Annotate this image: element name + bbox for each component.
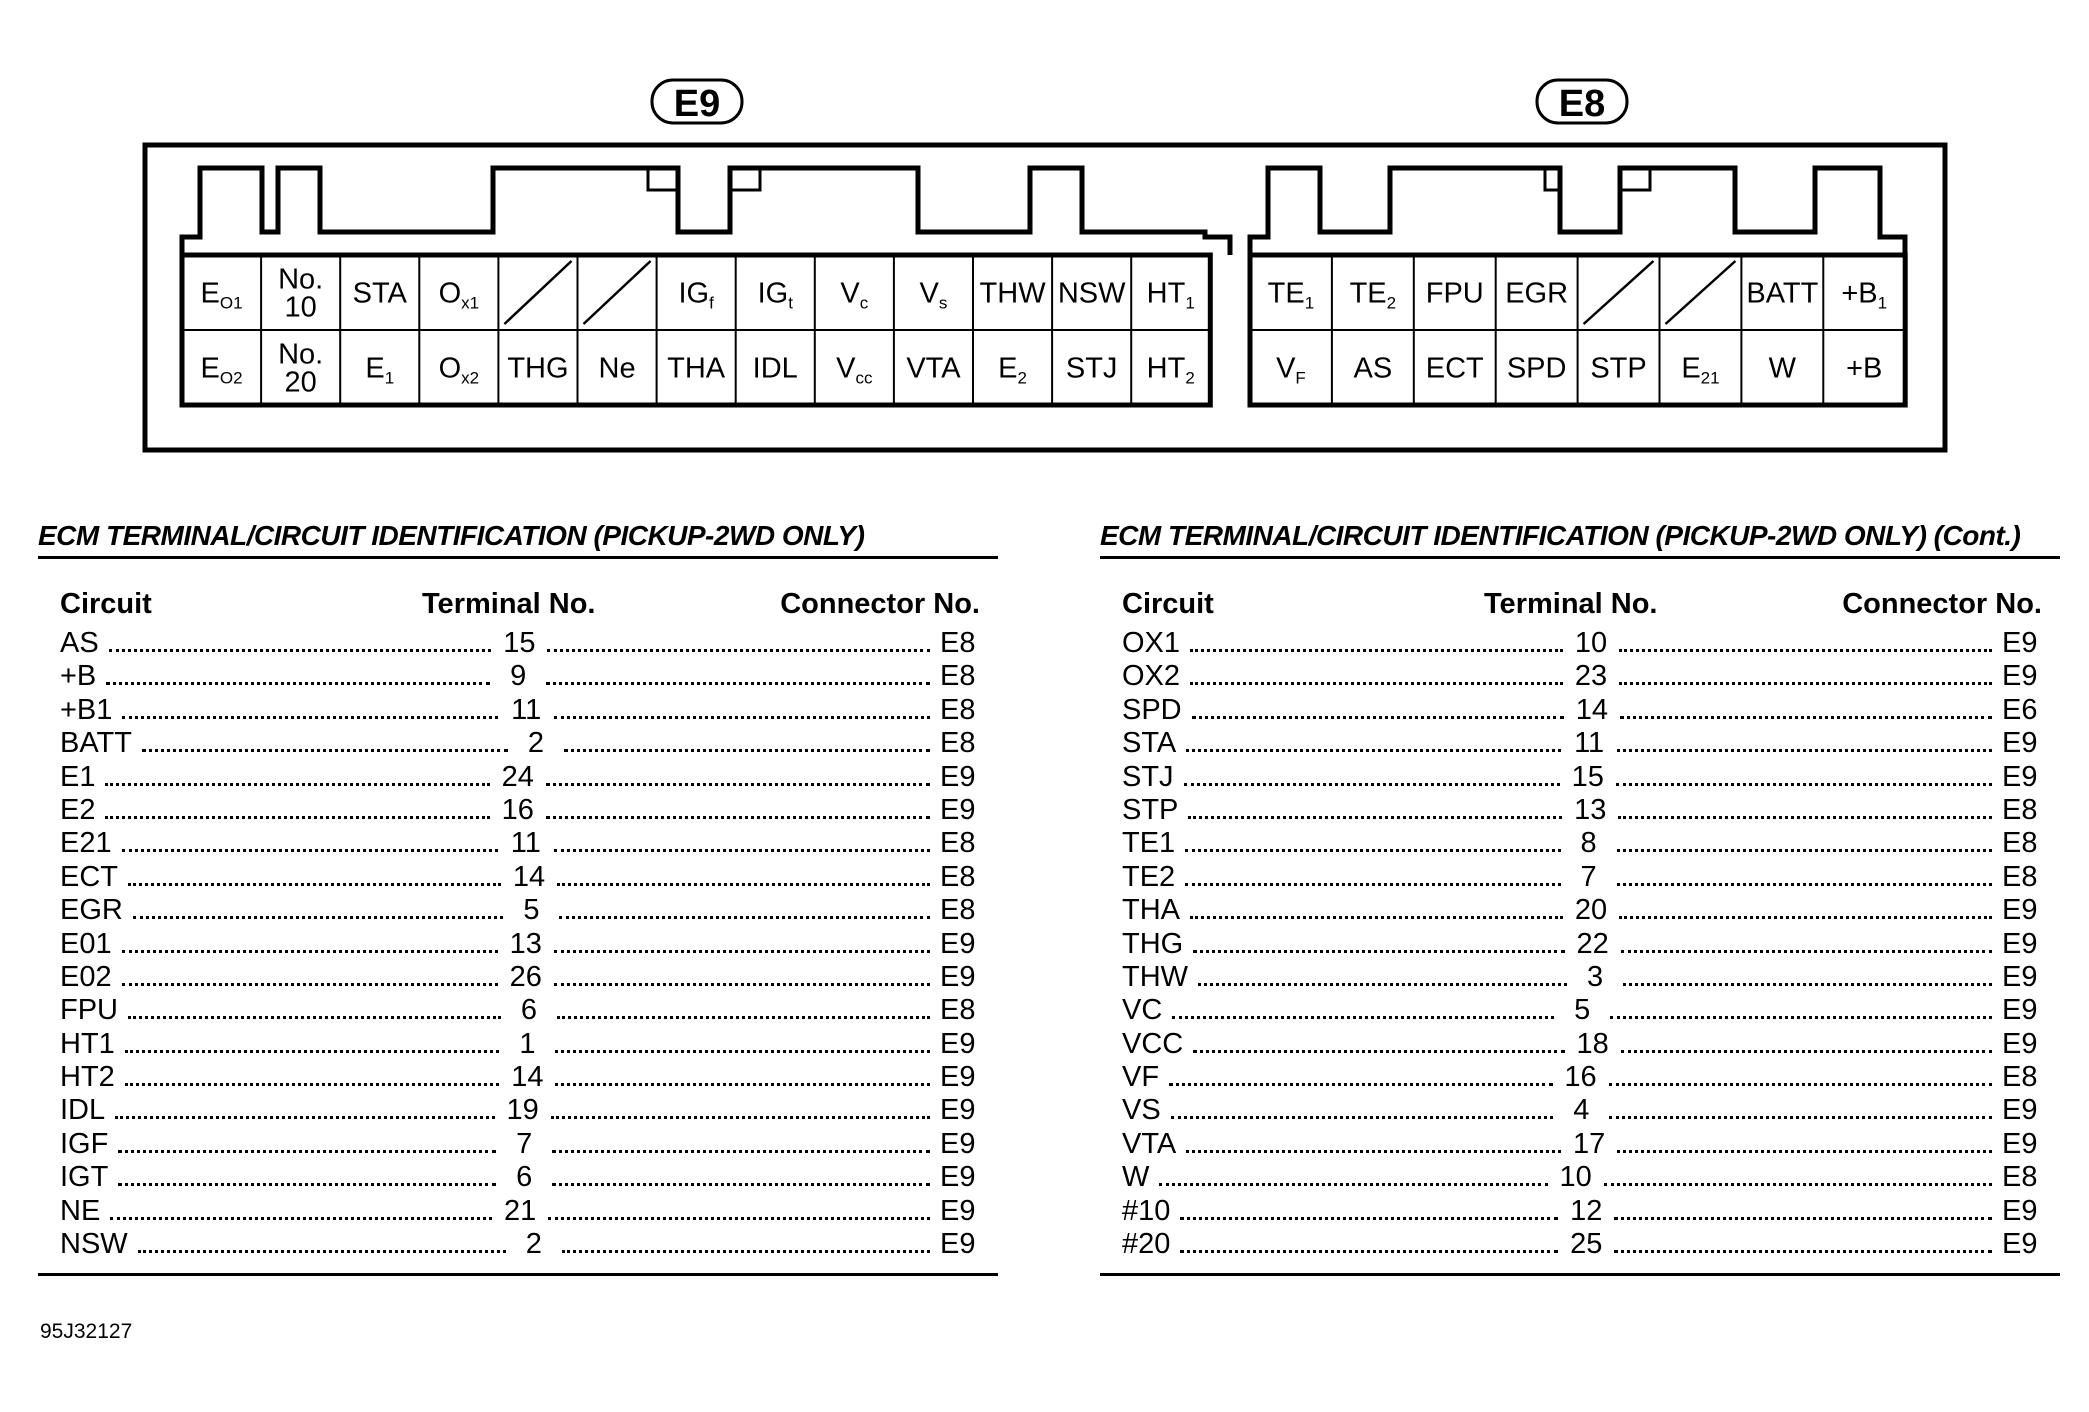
table-row <box>38 1161 998 1194</box>
dot-leader <box>1186 1150 1561 1153</box>
circuit-name: STA <box>1122 727 1177 760</box>
dot-leader <box>546 816 930 819</box>
connector-number: E8 <box>940 827 976 860</box>
circuit-name: #20 <box>1122 1228 1171 1261</box>
table-row <box>1100 1195 2060 1228</box>
e8-terminal-grid <box>1250 255 1905 405</box>
circuit-name: IGF <box>60 1127 109 1160</box>
e9-terminal-label: THA <box>667 352 726 385</box>
dot-leader <box>118 1183 496 1186</box>
connector-number: E8 <box>2002 860 2038 893</box>
dot-leader <box>1172 1016 1554 1019</box>
e9-connector-housing <box>182 168 1230 255</box>
connector-number: E9 <box>2002 894 2038 927</box>
e9-terminal-label: STJ <box>1065 352 1118 385</box>
connector-number: E9 <box>940 1027 976 1060</box>
terminal-number: 11 <box>1574 727 1605 760</box>
table-row <box>1100 1228 2060 1261</box>
dot-leader <box>1620 716 1992 719</box>
terminal-number: 7 <box>1580 860 1597 893</box>
dot-leader <box>554 950 930 953</box>
circuit-name: +B <box>60 660 97 693</box>
circuit-name: THG <box>1122 927 1184 960</box>
e9-terminal-label: $V_{cc}$ <box>836 352 873 388</box>
circuit-name: OX2 <box>1122 660 1181 693</box>
circuit-name: SPD <box>1122 693 1182 726</box>
table-rows <box>1100 627 2060 1261</box>
circuit-name: VCC <box>1122 1027 1184 1060</box>
connector-number: E8 <box>940 994 976 1027</box>
circuit-name: NSW <box>60 1228 128 1261</box>
table-row <box>1100 1094 2060 1127</box>
table-row <box>38 761 998 794</box>
e9-terminal-label: 20 <box>284 366 317 399</box>
header-terminal: Terminal No. <box>1484 588 1658 620</box>
terminal-number: 16 <box>501 793 534 826</box>
connector-number: E9 <box>2002 760 2038 793</box>
dot-leader <box>109 649 492 652</box>
dot-leader <box>1193 950 1564 953</box>
header-connector: Connector No. <box>1842 588 2042 620</box>
dot-leader <box>110 1217 492 1220</box>
table-row <box>1100 827 2060 860</box>
e9-terminal-label: No. <box>278 263 324 296</box>
dot-leader <box>557 883 930 886</box>
dot-leader <box>1617 849 1992 852</box>
dot-leader <box>125 1083 500 1086</box>
terminal-number: 21 <box>504 1194 537 1227</box>
connector-number: E9 <box>2002 1127 2038 1160</box>
e8-badge-label: E8 <box>1558 83 1606 125</box>
terminal-number: 8 <box>1580 827 1597 860</box>
dot-leader <box>1190 682 1563 685</box>
connector-number: E9 <box>2002 927 2038 960</box>
terminal-number: 24 <box>501 760 534 793</box>
e9-terminal-label: $E_1$ <box>365 352 395 388</box>
terminal-number: 5 <box>1574 994 1591 1027</box>
dot-leader <box>552 1150 930 1153</box>
table-row <box>1100 761 2060 794</box>
dot-leader <box>1185 849 1560 852</box>
circuit-name: TE2 <box>1122 860 1176 893</box>
terminal-number: 14 <box>1575 693 1608 726</box>
table-row <box>38 827 998 860</box>
dot-leader <box>1185 883 1560 886</box>
circuit-name: STP <box>1122 793 1179 826</box>
circuit-name: E2 <box>60 793 96 826</box>
dot-leader <box>555 1083 930 1086</box>
e9-terminal-label: STA <box>352 277 407 310</box>
e8-terminal-label: ECT <box>1425 352 1484 385</box>
e9-terminal-grid <box>182 255 1210 405</box>
dot-leader <box>105 783 489 786</box>
terminal-number: 15 <box>1571 760 1604 793</box>
dot-leader <box>1616 783 1992 786</box>
terminal-number: 4 <box>1573 1094 1590 1127</box>
e8-terminal-label: $TE_1$ <box>1267 277 1315 313</box>
e9-terminal-label: $E_2$ <box>998 352 1027 388</box>
dot-leader <box>547 649 930 652</box>
e9-terminal-label: $E_{O1}$ <box>200 277 243 313</box>
terminal-number: 6 <box>520 994 538 1027</box>
dot-leader <box>1609 1116 1992 1119</box>
table-row <box>38 794 998 827</box>
e8-terminal-label: +B <box>1846 352 1883 385</box>
e8-terminal-label: EGR <box>1505 277 1569 310</box>
dot-leader <box>1604 1183 1992 1186</box>
terminal-number: 11 <box>511 693 542 726</box>
dot-leader <box>564 749 930 752</box>
dot-leader <box>122 849 498 852</box>
terminal-number: 22 <box>1576 927 1609 960</box>
table-title: ECM TERMINAL/CIRCUIT IDENTIFICATION (PICKUP-2WD ONLY) (Cont.) <box>1100 520 2060 559</box>
dot-leader <box>128 883 501 886</box>
circuit-name: +B1 <box>60 693 113 726</box>
circuit-name: VC <box>1122 994 1163 1027</box>
e9-terminal-label: $O_{x1}$ <box>438 277 480 313</box>
header-circuit: Circuit <box>1122 588 1214 620</box>
dot-leader <box>1619 916 1992 919</box>
dot-leader <box>554 716 930 719</box>
dot-leader <box>1617 1150 1992 1153</box>
table-rows <box>38 627 998 1261</box>
e9-connector-badge <box>652 80 742 125</box>
dot-leader <box>1190 649 1563 652</box>
connector-number: E8 <box>940 727 976 760</box>
table-row <box>1100 1161 2060 1194</box>
terminal-number: 12 <box>1570 1194 1603 1227</box>
terminal-number: 10 <box>1559 1161 1592 1194</box>
dot-leader <box>1609 1083 1992 1086</box>
dot-leader <box>1159 1183 1547 1186</box>
circuit-name: THA <box>1122 894 1180 927</box>
table-row <box>38 660 998 693</box>
table-row <box>38 1228 998 1261</box>
dot-leader <box>1617 749 1992 752</box>
e9-key-notch <box>730 168 760 190</box>
connector-number: E9 <box>940 927 976 960</box>
terminal-number: 16 <box>1564 1061 1597 1094</box>
dot-leader <box>105 816 489 819</box>
circuit-name: VTA <box>1122 1127 1177 1160</box>
circuit-name: OX1 <box>1122 627 1181 659</box>
dot-leader <box>118 1150 496 1153</box>
circuit-name: TE1 <box>1122 827 1176 860</box>
dot-leader <box>546 783 930 786</box>
e9-terminal-label: THG <box>507 352 569 385</box>
dot-leader <box>1610 1016 1992 1019</box>
terminal-number: 15 <box>503 627 536 659</box>
table-row <box>38 1061 998 1094</box>
connector-number: E9 <box>940 1161 976 1194</box>
connector-number: E8 <box>940 660 976 693</box>
table-row <box>1100 627 2060 660</box>
table-row <box>38 1128 998 1161</box>
e8-terminal-label: $V_F$ <box>1276 352 1306 388</box>
connector-number: E9 <box>2002 727 2038 760</box>
circuit-name: E21 <box>60 827 112 860</box>
dot-leader <box>1614 1250 1992 1253</box>
table-header <box>1100 581 2060 621</box>
dot-leader <box>1184 783 1560 786</box>
table-row <box>38 727 998 760</box>
connector-number: E9 <box>2002 1027 2038 1060</box>
dot-leader <box>106 682 490 685</box>
e8-terminal-label: SPD <box>1506 352 1567 385</box>
circuit-name: STJ <box>1122 760 1174 793</box>
dot-leader <box>128 1016 501 1019</box>
e9-terminal-label: THW <box>979 277 1046 310</box>
dot-leader <box>1621 1050 1992 1053</box>
connector-number: E8 <box>2002 1161 2038 1194</box>
header-circuit: Circuit <box>60 588 152 620</box>
circuit-name: VF <box>1122 1061 1160 1094</box>
figure-id: 95J32127 <box>40 1320 133 1343</box>
dot-leader <box>554 849 930 852</box>
circuit-name: FPU <box>60 994 118 1027</box>
table-row <box>1100 961 2060 994</box>
table-bottom-rule <box>1100 1273 2060 1276</box>
connector-number: E8 <box>940 860 976 893</box>
table-row <box>38 694 998 727</box>
connector-number: E9 <box>940 1194 976 1227</box>
dot-leader <box>1619 649 1992 652</box>
connector-number: E9 <box>940 1061 976 1094</box>
connector-number: E6 <box>2002 693 2038 726</box>
header-connector: Connector No. <box>780 588 980 620</box>
dot-leader <box>1614 1217 1992 1220</box>
dot-leader <box>115 1116 494 1119</box>
circuit-name: IDL <box>60 1094 106 1127</box>
terminal-number: 13 <box>509 927 542 960</box>
terminal-number: 26 <box>509 960 542 993</box>
dot-leader <box>1171 1116 1554 1119</box>
dot-leader <box>1198 983 1567 986</box>
dot-leader <box>562 1250 930 1253</box>
connector-number: E9 <box>940 760 976 793</box>
terminal-number: 10 <box>1574 627 1608 659</box>
table-row <box>38 994 998 1027</box>
table-row <box>38 627 998 660</box>
terminal-number: 2 <box>525 1228 542 1261</box>
e9-badge-label: E9 <box>673 83 721 125</box>
e9-terminal-label: $HT_2$ <box>1146 352 1195 388</box>
dot-leader <box>1619 682 1992 685</box>
e9-terminal-label: $E_{O2}$ <box>200 352 243 388</box>
terminal-number: 5 <box>523 894 540 927</box>
connector-number: E9 <box>940 1094 976 1127</box>
circuit-name: ECT <box>60 860 118 893</box>
circuit-name: HT2 <box>60 1061 115 1094</box>
table-bottom-rule <box>38 1273 998 1276</box>
connector-number: E9 <box>2002 1228 2038 1261</box>
e9-terminal-label: IDL <box>752 352 798 385</box>
dot-leader <box>122 950 498 953</box>
terminal-number: 2 <box>527 727 545 760</box>
e8-terminal-label: BATT <box>1746 277 1819 310</box>
e8-terminal-label: STP <box>1590 352 1647 385</box>
e9-key-notch <box>648 168 678 190</box>
circuit-name: E01 <box>60 927 112 960</box>
connector-number: E9 <box>940 1127 976 1160</box>
terminal-number: 7 <box>516 1127 533 1160</box>
dot-leader <box>555 1050 930 1053</box>
e8-terminal-label: $TE_2$ <box>1349 277 1397 313</box>
circuit-name: W <box>1122 1161 1150 1194</box>
terminal-number: 20 <box>1574 894 1608 927</box>
table-row <box>1100 894 2060 927</box>
dot-leader <box>133 916 504 919</box>
e9-terminal-label: $IG_t$ <box>757 277 793 313</box>
terminal-number: 17 <box>1572 1127 1606 1160</box>
dot-leader <box>1186 749 1561 752</box>
connector-number: E8 <box>2002 793 2038 826</box>
e9-terminal-label: $V_s$ <box>919 277 948 313</box>
connector-number: E9 <box>2002 627 2038 659</box>
terminal-number: 23 <box>1574 660 1608 693</box>
connector-diagram-svg <box>0 0 2089 470</box>
terminal-table-right <box>1100 520 2060 1276</box>
dot-leader <box>1192 716 1564 719</box>
table-row <box>38 928 998 961</box>
table-row <box>1100 1128 2060 1161</box>
dot-leader <box>546 682 930 685</box>
e8-key-notch <box>1620 168 1650 190</box>
dot-leader <box>554 983 930 986</box>
table-row <box>38 894 998 927</box>
connector-number: E9 <box>2002 660 2038 693</box>
dot-leader <box>1193 1050 1564 1053</box>
circuit-name: AS <box>60 627 99 659</box>
terminal-number: 13 <box>1574 793 1607 826</box>
connector-number: E8 <box>940 627 976 659</box>
table-row <box>38 1094 998 1127</box>
e9-terminal-label: $O_{x2}$ <box>438 352 480 388</box>
connector-number: E8 <box>2002 827 2038 860</box>
e8-connector-housing <box>1250 168 1905 255</box>
connector-number: E9 <box>940 793 976 826</box>
terminal-number: 11 <box>510 827 541 860</box>
e9-terminal-label: VTA <box>906 352 961 385</box>
connector-diagram <box>0 0 2089 470</box>
table-row <box>38 1195 998 1228</box>
table-header <box>38 581 998 621</box>
e9-terminal-label: 10 <box>284 291 317 324</box>
dot-leader <box>552 1183 930 1186</box>
dot-leader <box>1190 916 1563 919</box>
dot-leader <box>1188 816 1562 819</box>
circuit-name: EGR <box>60 894 123 927</box>
terminal-number: 1 <box>519 1027 536 1060</box>
e9-terminal-label: No. <box>278 338 324 371</box>
e8-terminal-label: AS <box>1353 352 1393 385</box>
dot-leader <box>122 983 498 986</box>
connector-number: E9 <box>940 960 976 993</box>
table-row <box>1100 994 2060 1027</box>
dot-leader <box>138 1250 506 1253</box>
table-row <box>1100 928 2060 961</box>
table-row <box>1100 794 2060 827</box>
terminal-number: 14 <box>511 1061 544 1094</box>
circuit-name: BATT <box>60 727 132 760</box>
dot-leader <box>557 1016 930 1019</box>
connector-number: E8 <box>2002 1061 2038 1094</box>
e9-terminal-label: $IG_f$ <box>678 277 714 313</box>
connector-number: E8 <box>940 693 976 726</box>
table-row <box>1100 694 2060 727</box>
e9-terminal-label: NSW <box>1057 277 1126 310</box>
dot-leader <box>125 1050 500 1053</box>
table-row <box>1100 727 2060 760</box>
terminal-number: 3 <box>1586 960 1604 993</box>
dot-leader <box>1180 1217 1558 1220</box>
connector-number: E9 <box>2002 994 2038 1027</box>
table-row <box>1100 861 2060 894</box>
terminal-number: 14 <box>512 860 546 893</box>
dot-leader <box>551 1116 930 1119</box>
connector-number: E8 <box>940 894 976 927</box>
terminal-number: 19 <box>506 1094 539 1127</box>
terminal-number: 6 <box>516 1161 533 1194</box>
e9-terminal-label: $V_c$ <box>840 277 869 313</box>
dot-leader <box>1623 983 1992 986</box>
e8-connector-badge <box>1537 80 1627 125</box>
connector-number: E9 <box>2002 1094 2038 1127</box>
circuit-name: HT1 <box>60 1027 115 1060</box>
circuit-name: VS <box>1122 1094 1161 1127</box>
table-row <box>1100 660 2060 693</box>
e8-terminal-label: $E_{21}$ <box>1681 352 1720 388</box>
e9-terminal-label: $HT_1$ <box>1146 277 1195 313</box>
circuit-name: IGT <box>60 1161 109 1194</box>
dot-leader <box>1169 1083 1552 1086</box>
terminal-number: 9 <box>510 660 527 693</box>
circuit-name: E02 <box>60 960 112 993</box>
e8-terminal-label: W <box>1768 352 1797 385</box>
terminal-number: 18 <box>1576 1027 1609 1060</box>
terminal-number: 25 <box>1570 1228 1603 1261</box>
dot-leader <box>559 916 930 919</box>
dot-leader <box>142 749 508 752</box>
e8-terminal-label: $+B_1$ <box>1841 277 1888 313</box>
dot-leader <box>1180 1250 1558 1253</box>
table-title: ECM TERMINAL/CIRCUIT IDENTIFICATION (PICKUP-2WD ONLY) <box>38 520 998 559</box>
table-row <box>1100 1061 2060 1094</box>
table-row <box>38 1028 998 1061</box>
dot-leader <box>122 716 498 719</box>
table-row <box>38 961 998 994</box>
circuit-name: E1 <box>60 760 96 793</box>
connector-number: E9 <box>940 1228 976 1261</box>
circuit-name: NE <box>60 1194 101 1227</box>
table-row <box>38 861 998 894</box>
connector-number: E9 <box>2002 960 2038 993</box>
e8-terminal-label: FPU <box>1425 277 1484 310</box>
dot-leader <box>1617 883 1992 886</box>
header-terminal: Terminal No. <box>422 588 596 620</box>
dot-leader <box>1618 816 1992 819</box>
dot-leader <box>548 1217 930 1220</box>
e9-terminal-label: Ne <box>598 352 636 385</box>
circuit-name: THW <box>1122 960 1189 993</box>
dot-leader <box>1621 950 1992 953</box>
terminal-table-left <box>38 520 998 1276</box>
table-row <box>1100 1028 2060 1061</box>
circuit-name: #10 <box>1122 1194 1171 1227</box>
connector-number: E9 <box>2002 1194 2038 1227</box>
